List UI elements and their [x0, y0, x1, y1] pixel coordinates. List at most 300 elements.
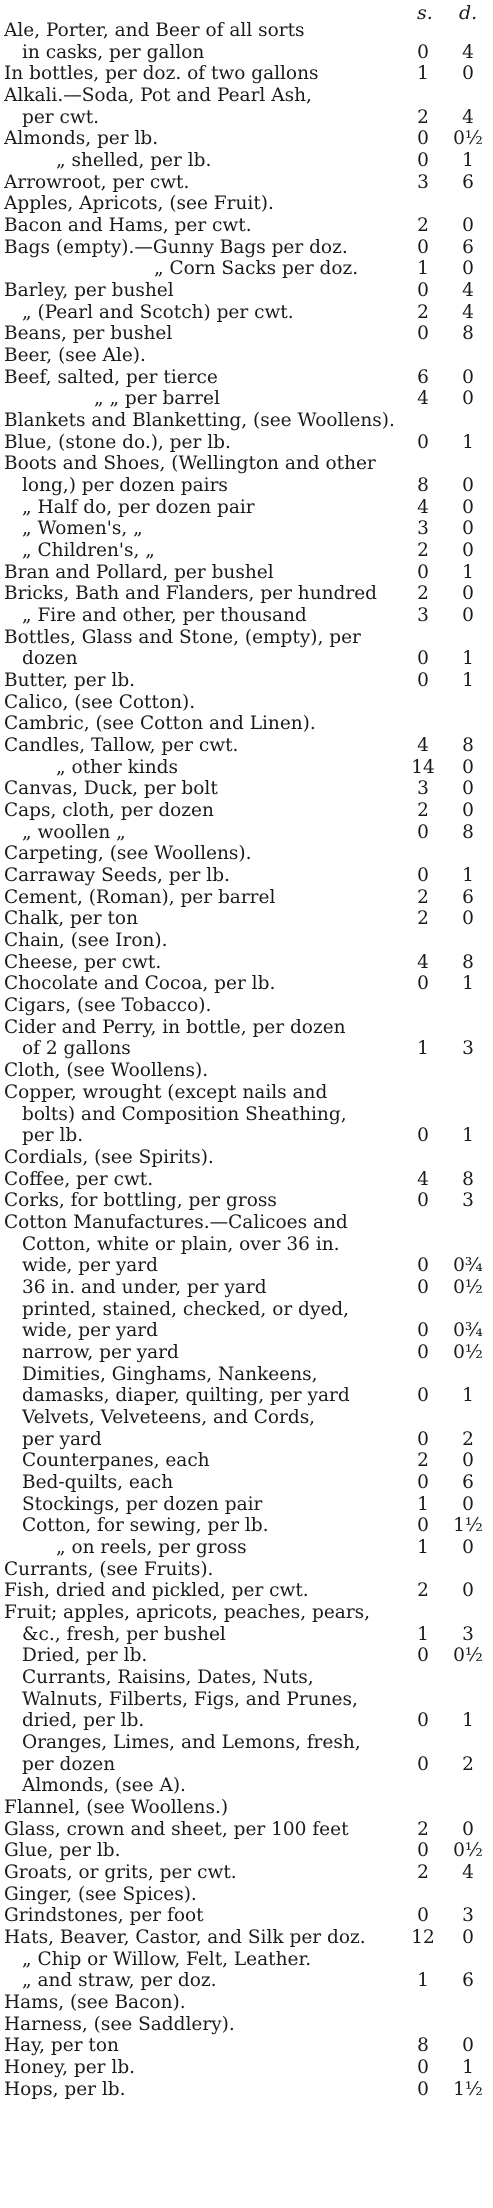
item-description: „ Corn Sacks per doz.	[154, 258, 359, 280]
tariff-row	[0, 1277, 493, 1299]
item-description: Butter, per lb.	[4, 670, 136, 692]
item-description: Cordials, (see Spirits).	[4, 1146, 214, 1168]
pence-value: 1½	[453, 1515, 483, 1537]
pence-value: 0	[462, 605, 474, 627]
tariff-row	[0, 1905, 493, 1927]
tariff-row	[0, 1884, 493, 1906]
pence-value: 0	[462, 800, 474, 822]
item-description: „ (Pearl and Scotch) per cwt.	[22, 301, 294, 323]
item-description: Bran and Pollard, per bushel	[4, 561, 274, 583]
shillings-value: 6	[417, 366, 429, 388]
item-description: Canvas, Duck, per bolt	[4, 778, 218, 800]
tariff-row	[0, 475, 493, 497]
tariff-row	[0, 432, 493, 454]
item-description: Honey, per lb.	[4, 2056, 136, 2078]
item-description: Currants, Raisins, Dates, Nuts,	[22, 1666, 314, 1688]
shillings-value: 4	[417, 496, 429, 518]
pence-value: 0	[462, 1818, 474, 1840]
tariff-row	[0, 1429, 493, 1451]
item-description: dried, per lb.	[22, 1710, 145, 1732]
item-description: Blankets and Blanketting, (see Woollens).	[4, 410, 395, 432]
shillings-value: 3	[417, 778, 429, 800]
shillings-value: 2	[417, 886, 429, 908]
item-description: Bottles, Glass and Stone, (empty), per	[4, 626, 361, 648]
tariff-row	[0, 1342, 493, 1364]
pence-value: 1	[462, 561, 474, 583]
pence-value: 0½	[453, 1341, 483, 1363]
shillings-value: 1	[417, 63, 429, 85]
item-description: Bed-quilts, each	[22, 1471, 174, 1493]
tariff-row	[0, 952, 493, 974]
pence-value: 3	[462, 1038, 474, 1060]
pence-value: 0½	[453, 1276, 483, 1298]
item-description: Oranges, Limes, and Lemons, fresh,	[22, 1731, 361, 1753]
pence-value: 1	[462, 648, 474, 670]
item-description: Carpeting, (see Woollens).	[4, 843, 252, 865]
shillings-value: 0	[417, 1905, 429, 1927]
column-header	[0, 2, 493, 22]
shillings-value: 2	[417, 1450, 429, 1472]
tariff-row	[0, 323, 493, 345]
pence-value: 0	[462, 475, 474, 497]
shillings-value: 2	[417, 1580, 429, 1602]
pence-value: 1	[462, 1385, 474, 1407]
shillings-value: 0	[417, 1710, 429, 1732]
shillings-value: 0	[417, 2056, 429, 2078]
item-description: „ Half do, per dozen pair	[22, 496, 255, 518]
tariff-row	[0, 930, 493, 952]
pence-value: 6	[462, 1970, 474, 1992]
tariff-row	[0, 1125, 493, 1147]
item-description: „ Women's, „	[22, 518, 143, 540]
shillings-value: 0	[417, 1385, 429, 1407]
pence-value: 0	[462, 388, 474, 410]
shillings-value: 0	[417, 973, 429, 995]
pence-value: 6	[462, 171, 474, 193]
pence-value: 8	[462, 951, 474, 973]
item-description: wide, per yard	[22, 1320, 158, 1342]
pence-value: 0	[462, 496, 474, 518]
item-description: Almonds, (see A).	[22, 1775, 186, 1797]
item-description: Cotton, white or plain, over 36 in.	[22, 1233, 340, 1255]
item-description: Hops, per lb.	[4, 2078, 126, 2100]
tariff-row	[0, 583, 493, 605]
shillings-value: 8	[417, 2035, 429, 2057]
shillings-value: 2	[417, 908, 429, 930]
tariff-row	[0, 1840, 493, 1862]
shillings-value: 2	[417, 800, 429, 822]
item-description: Coffee, per cwt.	[4, 1168, 154, 1190]
item-description: Chalk, per ton	[4, 908, 138, 930]
shillings-value: 1	[417, 1493, 429, 1515]
item-description: bolts) and Composition Sheathing,	[22, 1103, 347, 1125]
pence-value: 8	[462, 735, 474, 757]
item-description: Walnuts, Filberts, Figs, and Prunes,	[22, 1688, 358, 1710]
tariff-row	[0, 1797, 493, 1819]
item-description: Cement, (Roman), per barrel	[4, 886, 276, 908]
shillings-value: 0	[417, 1255, 429, 1277]
shillings-value: 0	[417, 821, 429, 843]
tariff-row	[0, 20, 493, 42]
tariff-row	[0, 345, 493, 367]
pence-value: 1½	[453, 2078, 483, 2100]
tariff-row	[0, 908, 493, 930]
tariff-row	[0, 562, 493, 584]
tariff-row	[0, 1949, 493, 1971]
item-description: Copper, wrought (except nails and	[4, 1081, 328, 1103]
pence-value: 1	[462, 865, 474, 887]
shillings-value: 3	[417, 605, 429, 627]
shillings-value: 0	[417, 41, 429, 63]
tariff-row	[0, 1559, 493, 1581]
pence-value: 1	[462, 150, 474, 172]
shillings-value: 1	[417, 1623, 429, 1645]
pence-value: 1	[462, 973, 474, 995]
item-description: long,) per dozen pairs	[22, 475, 228, 497]
pence-value: 1	[462, 1125, 474, 1147]
tariff-row	[0, 42, 493, 64]
pence-value: 6	[462, 1471, 474, 1493]
pence-value: 0¾	[453, 1255, 483, 1277]
tariff-row	[0, 1299, 493, 1321]
pence-value: 1	[462, 2056, 474, 2078]
tariff-row	[0, 280, 493, 302]
item-description: Fruit; apples, apricots, peaches, pears,	[4, 1601, 371, 1623]
tariff-row	[0, 1169, 493, 1191]
pence-value: 0	[462, 518, 474, 540]
shillings-value: 0	[417, 1341, 429, 1363]
shillings-value: 4	[417, 1168, 429, 1190]
item-description: Calico, (see Cotton).	[4, 691, 196, 713]
shillings-column-header: s.	[417, 2, 433, 24]
pence-value: 0	[462, 2035, 474, 2057]
tariff-row	[0, 973, 493, 995]
tariff-row	[0, 1364, 493, 1386]
tariff-row	[0, 887, 493, 909]
tariff-row	[0, 1234, 493, 1256]
pence-value: 4	[462, 1861, 474, 1883]
shillings-value: 0	[417, 1320, 429, 1342]
shillings-value: 2	[417, 301, 429, 323]
item-description: Ale, Porter, and Beer of all sorts	[4, 20, 305, 41]
item-description: Apples, Apricots, (see Fruit).	[4, 193, 274, 215]
shillings-value: 0	[417, 670, 429, 692]
item-description: In bottles, per doz. of two gallons	[4, 63, 319, 85]
tariff-row	[0, 1082, 493, 1104]
shillings-value: 4	[417, 735, 429, 757]
tariff-row	[0, 1819, 493, 1841]
tariff-row	[0, 713, 493, 735]
tariff-row	[0, 518, 493, 540]
tariff-row	[0, 63, 493, 85]
tariff-row	[0, 237, 493, 259]
item-description: „ Fire and other, per thousand	[22, 605, 307, 627]
item-description: Fish, dried and pickled, per cwt.	[4, 1580, 309, 1602]
item-description: „ Children's, „	[22, 540, 155, 562]
tariff-row	[0, 670, 493, 692]
tariff-row	[0, 605, 493, 627]
tariff-row	[0, 497, 493, 519]
item-description: Caps, cloth, per dozen	[4, 800, 214, 822]
shillings-value: 0	[417, 1840, 429, 1862]
tariff-row	[0, 150, 493, 172]
shillings-value: 1	[417, 1536, 429, 1558]
shillings-value: 4	[417, 951, 429, 973]
tariff-row	[0, 367, 493, 389]
tariff-row	[0, 1385, 493, 1407]
shillings-value: 0	[417, 1125, 429, 1147]
pence-value: 0	[462, 63, 474, 85]
pence-value: 0½	[453, 1645, 483, 1667]
tariff-row	[0, 1689, 493, 1711]
item-description: 36 in. and under, per yard	[22, 1276, 267, 1298]
item-description: Chocolate and Cocoa, per lb.	[4, 973, 276, 995]
tariff-row	[0, 1212, 493, 1234]
shillings-value: 0	[417, 1190, 429, 1212]
tariff-row	[0, 735, 493, 757]
item-description: Almonds, per lb.	[4, 128, 159, 150]
item-description: per lb.	[22, 1125, 84, 1147]
item-description: Cambric, (see Cotton and Linen).	[4, 713, 316, 735]
item-description: Beans, per bushel	[4, 323, 173, 345]
tariff-row	[0, 1147, 493, 1169]
tariff-row	[0, 692, 493, 714]
shillings-value: 2	[417, 106, 429, 128]
item-description: of 2 gallons	[22, 1038, 131, 1060]
pence-value: 0	[462, 215, 474, 237]
tariff-row	[0, 215, 493, 237]
item-description: Counterpanes, each	[22, 1450, 210, 1472]
pence-value: 8	[462, 323, 474, 345]
pence-value: 0	[462, 756, 474, 778]
pence-value: 4	[462, 106, 474, 128]
shillings-value: 3	[417, 171, 429, 193]
item-description: Grindstones, per foot	[4, 1905, 204, 1927]
tariff-row	[0, 1862, 493, 1884]
item-description: „ Chip or Willow, Felt, Leather.	[22, 1948, 312, 1970]
item-description: Corks, for bottling, per gross	[4, 1190, 277, 1212]
item-description: Stockings, per dozen pair	[22, 1493, 263, 1515]
tariff-row	[0, 1450, 493, 1472]
item-description: Chain, (see Iron).	[4, 930, 168, 952]
item-description: dozen	[22, 648, 78, 670]
shillings-value: 0	[417, 1515, 429, 1537]
item-description: in casks, per gallon	[22, 41, 205, 63]
pence-value: 4	[462, 41, 474, 63]
item-description: Bags (empty).—Gunny Bags per doz.	[4, 236, 348, 258]
pence-column-header: d.	[459, 2, 478, 24]
tariff-row	[0, 1407, 493, 1429]
shillings-value: 0	[417, 561, 429, 583]
item-description: Glass, crown and sheet, per 100 feet	[4, 1818, 349, 1840]
item-description: Bacon and Hams, per cwt.	[4, 215, 252, 237]
tariff-row	[0, 1190, 493, 1212]
pence-value: 2	[462, 1428, 474, 1450]
item-description: „ other kinds	[56, 756, 179, 778]
item-description: Ginger, (see Spices).	[4, 1883, 197, 1905]
shillings-value: 3	[417, 518, 429, 540]
pence-value: 6	[462, 236, 474, 258]
pence-value: 0	[462, 778, 474, 800]
tariff-row	[0, 1775, 493, 1797]
tariff-row	[0, 128, 493, 150]
item-description: wide, per yard	[22, 1255, 158, 1277]
tariff-row	[0, 2079, 493, 2101]
tariff-row	[0, 1104, 493, 1126]
pence-value: 0	[462, 1580, 474, 1602]
tariff-row	[0, 865, 493, 887]
shillings-value: 14	[411, 756, 435, 778]
shillings-value: 0	[417, 648, 429, 670]
tariff-row	[0, 1754, 493, 1776]
tariff-row	[0, 172, 493, 194]
tariff-row	[0, 388, 493, 410]
tariff-row	[0, 822, 493, 844]
item-description: Hay, per ton	[4, 2035, 119, 2057]
item-description: Arrowroot, per cwt.	[4, 171, 190, 193]
tariff-row	[0, 843, 493, 865]
tariff-row	[0, 648, 493, 670]
item-description: Dimities, Ginghams, Nankeens,	[22, 1363, 318, 1385]
shillings-value: 0	[417, 1471, 429, 1493]
item-description: Barley, per bushel	[4, 280, 174, 302]
shillings-value: 0	[417, 150, 429, 172]
item-description: damasks, diaper, quilting, per yard	[22, 1385, 350, 1407]
item-description: Flannel, (see Woollens.)	[4, 1796, 229, 1818]
pence-value: 1	[462, 670, 474, 692]
tariff-row	[0, 800, 493, 822]
pence-value: 0	[462, 1536, 474, 1558]
pence-value: 0¾	[453, 1320, 483, 1342]
tariff-row	[0, 1667, 493, 1689]
shillings-value: 2	[417, 583, 429, 605]
pence-value: 0	[462, 540, 474, 562]
item-description: Beer, (see Ale).	[4, 345, 146, 367]
tariff-row	[0, 1710, 493, 1732]
tariff-row	[0, 2057, 493, 2079]
item-description: per yard	[22, 1428, 102, 1450]
tariff-row	[0, 1515, 493, 1537]
pence-value: 4	[462, 280, 474, 302]
pence-value: 3	[462, 1190, 474, 1212]
tariff-row	[0, 2014, 493, 2036]
item-description: Groats, or grits, per cwt.	[4, 1861, 237, 1883]
tariff-row	[0, 453, 493, 475]
pence-value: 0	[462, 258, 474, 280]
tariff-row	[0, 410, 493, 432]
item-description: „ on reels, per gross	[56, 1536, 247, 1558]
tariff-row	[0, 1970, 493, 1992]
item-description: Hams, (see Bacon).	[4, 1991, 186, 2013]
tariff-row	[0, 757, 493, 779]
item-description: &c., fresh, per bushel	[22, 1623, 226, 1645]
pence-value: 0½	[453, 128, 483, 150]
pence-value: 6	[462, 886, 474, 908]
item-description: Hats, Beaver, Castor, and Silk per doz.	[4, 1926, 366, 1948]
item-description: „ woollen „	[22, 821, 126, 843]
item-description: Cider and Perry, in bottle, per dozen	[4, 1016, 346, 1038]
shillings-value: 0	[417, 280, 429, 302]
shillings-value: 0	[417, 1428, 429, 1450]
tariff-row	[0, 302, 493, 324]
pence-value: 0	[462, 1450, 474, 1472]
shillings-value: 0	[417, 323, 429, 345]
item-description: Glue, per lb.	[4, 1840, 121, 1862]
pence-value: 1	[462, 431, 474, 453]
tariff-row	[0, 1320, 493, 1342]
shillings-value: 0	[417, 2078, 429, 2100]
tariff-row	[0, 1537, 493, 1559]
item-description: Cheese, per cwt.	[4, 951, 162, 973]
item-description: Harness, (see Saddlery).	[4, 2013, 235, 2035]
shillings-value: 0	[417, 128, 429, 150]
pence-value: 0	[462, 366, 474, 388]
tariff-row	[0, 1255, 493, 1277]
item-description: Bricks, Bath and Flanders, per hundred	[4, 583, 378, 605]
item-description: Cigars, (see Tobacco).	[4, 995, 212, 1017]
item-description: Cotton Manufactures.—Calicoes and	[4, 1211, 348, 1233]
item-description: per cwt.	[22, 106, 100, 128]
tariff-row	[0, 778, 493, 800]
tariff-row	[0, 1060, 493, 1082]
item-description: narrow, per yard	[22, 1341, 179, 1363]
shillings-value: 2	[417, 215, 429, 237]
item-description: „ shelled, per lb.	[56, 150, 212, 172]
shillings-value: 2	[417, 540, 429, 562]
shillings-value: 4	[417, 388, 429, 410]
pence-value: 1	[462, 1710, 474, 1732]
pence-value: 0	[462, 1926, 474, 1948]
tariff-row	[0, 1927, 493, 1949]
tariff-row	[0, 1992, 493, 2014]
tariff-row	[0, 107, 493, 129]
shillings-value: 1	[417, 1038, 429, 1060]
shillings-value: 1	[417, 258, 429, 280]
item-description: Currants, (see Fruits).	[4, 1558, 214, 1580]
pence-value: 8	[462, 1168, 474, 1190]
item-description: printed, stained, checked, or dyed,	[22, 1298, 350, 1320]
item-description: Cotton, for sewing, per lb.	[22, 1515, 269, 1537]
item-description: Cloth, (see Woollens).	[4, 1060, 209, 1082]
item-description: Beef, salted, per tierce	[4, 366, 218, 388]
item-description: Carraway Seeds, per lb.	[4, 865, 230, 887]
tariff-row	[0, 1494, 493, 1516]
pence-value: 8	[462, 821, 474, 843]
pence-value: 0	[462, 1493, 474, 1515]
tariff-row	[0, 1580, 493, 1602]
shillings-value: 1	[417, 1970, 429, 1992]
shillings-value: 0	[417, 865, 429, 887]
item-description: Dried, per lb.	[22, 1645, 148, 1667]
tariff-row	[0, 540, 493, 562]
tariff-row	[0, 258, 493, 280]
tariff-row	[0, 2035, 493, 2057]
pence-value: 4	[462, 301, 474, 323]
tariff-row	[0, 1017, 493, 1039]
shillings-value: 0	[417, 236, 429, 258]
pence-value: 3	[462, 1905, 474, 1927]
shillings-value: 0	[417, 1753, 429, 1775]
shillings-value: 8	[417, 475, 429, 497]
pence-value: 0½	[453, 1840, 483, 1862]
item-description: Blue, (stone do.), per lb.	[4, 431, 231, 453]
pence-value: 2	[462, 1753, 474, 1775]
tariff-row	[0, 1645, 493, 1667]
shillings-value: 0	[417, 431, 429, 453]
shillings-value: 12	[411, 1926, 435, 1948]
tariff-row	[0, 1472, 493, 1494]
tariff-row	[0, 1624, 493, 1646]
